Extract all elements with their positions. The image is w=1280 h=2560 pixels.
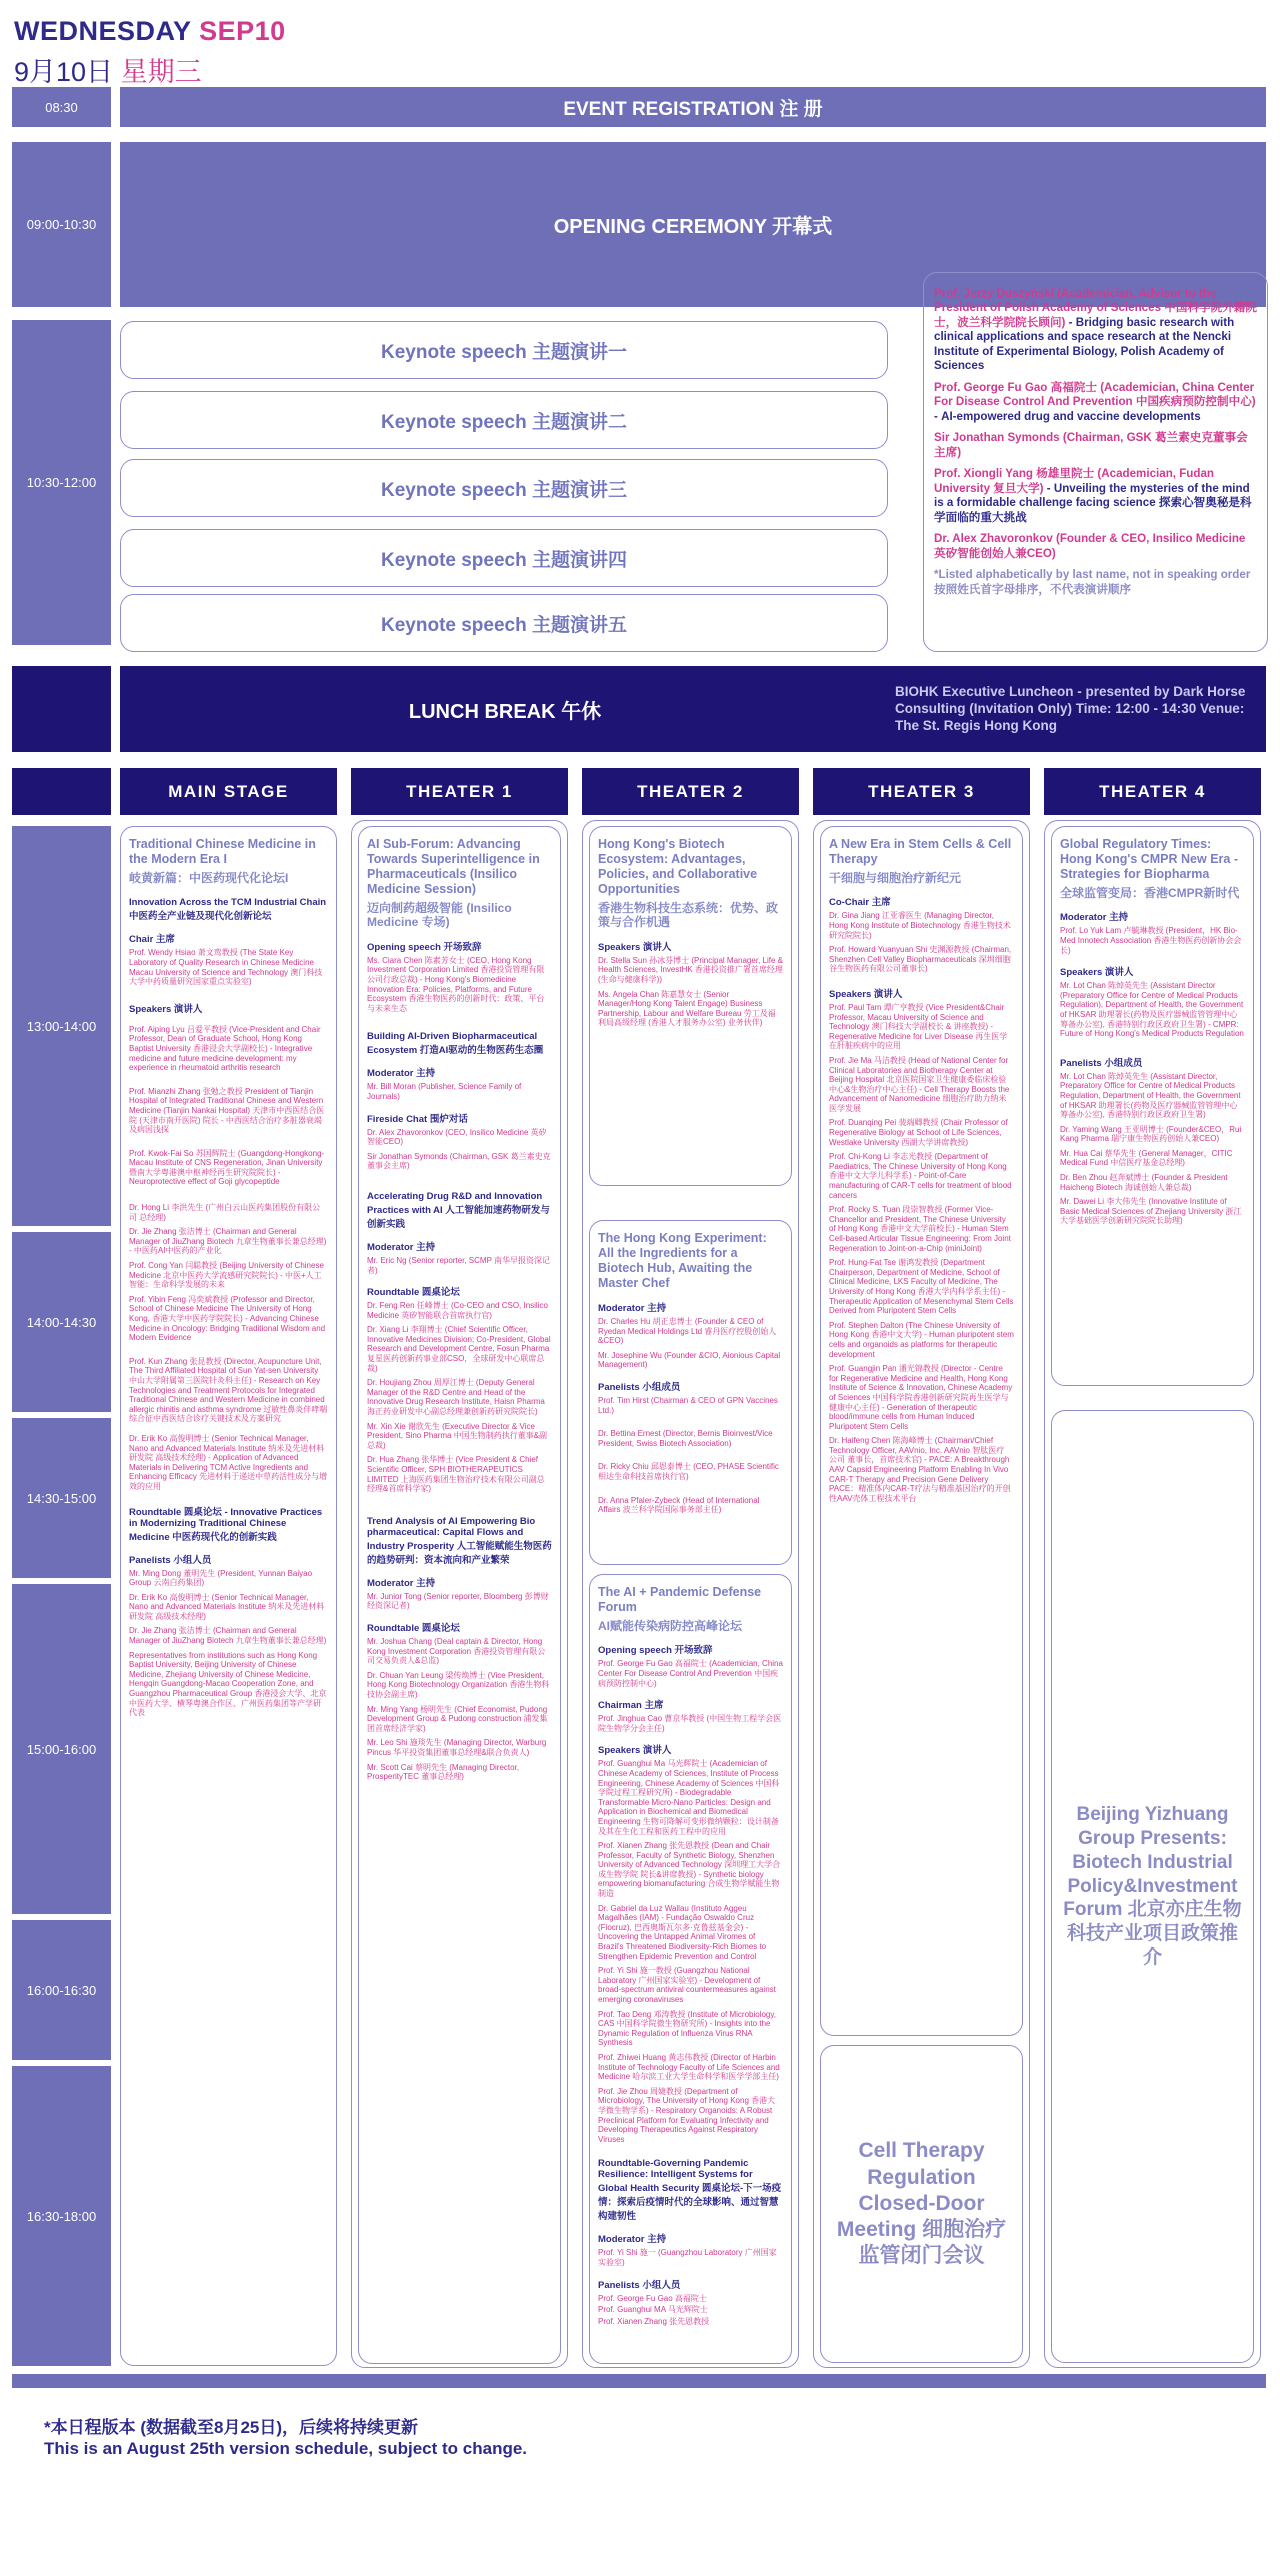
panelist-item: Dr. Jie Zhang 张洁博士 (Chairman and General Manager of JiuZhang Biotech 九章生物董事长兼总经理) [129,1626,327,1646]
keynote-5: Keynote speech 主题演讲五 [120,594,888,652]
section-label: Moderator 主持 [367,1577,436,1589]
keynote-speaker: Dr. Alex Zhavoronkov (Founder & CEO, Insilico Medicine 英矽智能创始人兼CEO) [934,532,1246,560]
speaker-item: Prof. Jie Ma 马洁教授 (Head of National Center for Clinical Laboratories and Biotherapy Center at Beijing Hospital 北京医院国家卫生健康委临床检验中心&生物治疗中心主任) - Cell Therapy Boosts the Advancement of Nanomedicine 细胞治疗助力纳米医学发展 [829,1055,1010,1113]
speaker-item: Prof. Guangjin Pan 潘光锦教授 (Director - Centre for Regenerative Medicine and Health, Hong Kong Institute of Science & Innovation, Chinese Academy of Sciences 中国科学院香港创新研究院再生医学与健康中心主任) - Generation of therapeutic blood/immune cells from Human Induced Pluripotent Stem Cells [829,1364,1013,1431]
speaker-item: Dr. Hong Li 李洪先生 (广州白云山医药集团股份有限公司 总经理) [129,1203,321,1222]
speaker-item: Dr. Jie Zhang 张洁博士 (Chairman and General Manager of JiuZhang Biotech 九章生物董事长兼总经理) - 中医药AI中医药的产业化 [129,1227,327,1256]
lunch-title: LUNCH BREAK 午休 [408,700,602,723]
day-date: SEP10 [199,16,286,46]
panelist-item: Mr. Ming Yang 杨明先生 (Chief Economist, Pudong Development Group & Pudong construction 浦发集团首席经济学家) [367,1704,548,1733]
speaker-item: Sir Jonathan Symonds (Chairman, GSK 葛兰素史克董事会主席) [367,1151,551,1171]
panelist-item: Mr. Xin Xie 谢欣先生 (Executive Director & Vice President, Sino Pharma 中国生物制药执行董事&副总裁) [367,1421,548,1450]
session-title: The Hong Kong Experiment: All the Ingredients for a Biotech Hub, Awaiting the Master Chef [598,1231,767,1290]
session-subtitle: 全球监管变局：香港CMPR新时代 [1060,886,1240,900]
moderator-item: Mr. Junior Tong (Senior reporter, Bloomberg 彭博财经资深记者) [367,1591,549,1611]
theater-2-card-3 [589,1574,792,2364]
speaker-item: Ms. Ciara Chen 陈素芳女士 (CEO, Hong Kong Investment Corporation Limited 香港投资管理有限公司行政总裁) - Hong Kong's Biomedicine Innovation Era: Policies, Platforms, and Future Ecosystem 香港生物医药的创新时代：政策、平台与未来生态 [367,955,545,1013]
section-label: Panelists 小组人员 [129,1554,212,1566]
section-label: Roundtable 圆桌论坛 [367,1622,460,1634]
theater-4-card-2 [1051,1410,1254,2363]
lunch-bar [120,666,1266,752]
theater-2-card-1 [589,826,792,1186]
keynote-speaker: Prof. Xiongli Yang 杨雄里院士 (Academician, Fudan University 复旦大学) - Unveiling the mysteries of the mind is a formidable challenge facing science 探索心智奥秘是科学面临的重大挑战 [934,467,1252,524]
section-label: Chairman 主席 [598,1700,664,1712]
section-label: Panelists 小组成员 [598,1381,681,1393]
session-subtitle: 干细胞与细胞治疗新纪元 [829,871,962,885]
time-slot-lunch [12,666,111,752]
moderator-item: Mr. Eric Ng (Senior reporter, SCMP 南华早报资深记者) [367,1255,550,1275]
theater-header-1: THEATER 1 [351,768,568,815]
footer-note-en: This is an August 25th version schedule, subject to change. [44,2439,528,2458]
day-date-cn: 9月10日 [14,57,114,87]
theater-2-card-2 [589,1220,792,1565]
speaker-item: Prof. Mianzhi Zhang 张勉之教授 President of Tianjin Hospital of Integrated Traditional Chinese and Western Medicine (Tianjin Nankai Hospital) 天津市中西医结合医院 (天津市南开医院) 院长 - 中西医结合治疗多脏器衰竭及病因浅探 [129,1086,325,1135]
speaker-item: Prof. Jie Zhou 周婕教授 (Department of Microbiology, The University of Hong Kong 香港大学微生物学系) - Respiratory Organoids: A Robust Preclinical Platform for Evaluating Infectivity and Developing Therapeutics Against Respiratory Viruses [598,2086,776,2144]
speaker-item: Prof. Yi Shi 施一教授 (Guangzhou National Laboratory 广州国家实验室) - Development of broad-spectrum antiviral countermeasures against emerging coronaviruses [598,1966,776,2005]
speaker-item: Dr. Alex Zhavoronkov (CEO, Insilico Medicine 英矽智能CEO) [367,1127,547,1147]
speaker-item: Prof. Duanqing Pei 裴端卿教授 (Chair Professor of Regenerative Biology at School of Life Sciences, Westlake University 西湖大学讲席教授) [829,1118,1008,1147]
panelist-item: Prof. Guanghui MA 马光辉院士 [598,2305,708,2315]
section-label: Moderator 主持 [598,2234,667,2246]
session-section: Trend Analysis of AI Empowering Bio pharmaceutical: Capital Flows and Industry Prosperity 人工智能赋能生物医药的趋势研判：资本流向和产业繁荣 [367,1515,552,1566]
speaker-item: Prof. Zhiwei Huang 黄志伟教授 (Director of Harbin Institute of Technology Faculty of Life Sciences and Medicine 哈尔滨工业大学生命科学和医学学部主任) [598,2052,780,2082]
roundtable-title: Roundtable-Governing Pandemic Resilience: Intelligent Systems for Global Health Security 圆桌论坛-下一场疫情：探索后疫情时代的全球影响、通过智慧构建韧性 [598,2158,782,2223]
speaker-item: Prof. Cong Yan 闫聪教授 (Beijing University of Chinese Medicine 北京中医药大学流感研究院院长) - 中医+人工智能：生命科学发展的未来 [129,1261,324,1290]
moderator-item: Dr. Charles Hu 胡正忠博士 (Founder & CEO of Ryedan Medical Holdings Ltd 睿丹医疗控股创始人&CEO) [598,1317,777,1346]
session-title: A New Era in Stem Cells & Cell Therapy [829,837,1012,866]
session-subtitle: 香港生物科技生态系统：优势、政策与合作机遇 [598,901,779,930]
session-subtitle: 迈向制药超级智能 (Insilico Medicine 专场) [367,901,512,930]
keynote-speaker: Sir Jonathan Symonds (Chairman, GSK 葛兰素史克董事会主席) [934,431,1248,459]
panelist-item: Dr. Yaming Wang 王亚明博士 (Founder&CEO，Rui Kang Pharma 瑞宁康生物医药创始人兼CEO) [1060,1124,1242,1144]
session-section: Accelerating Drug R&D and Innovation Practices with AI 人工智能加速药物研发与创新实践 [367,1190,550,1230]
theater-header-4: THEATER 4 [1044,768,1261,815]
panelist-item: Dr. Erik Ko 高俊明博士 (Senior Technical Manager, Nano and Advanced Materials Institute 纳米及先进材料研发院 高级技术经理) [129,1592,325,1621]
theater-4-card-1 [1051,826,1254,1386]
panelist-item: Dr. Hua Zhang 张华博士 (Vice President & Chief Scientific Officer, SPH BIOTHERAPEUTICS LIMITED 上海医药集团生物治疗技术有限公司副总经理&首席科学家) [367,1455,545,1494]
main-stage-card [120,826,337,2366]
speaker-item: Ms. Angela Chan 陈嘉慧女士 (Senior Manager/Hong Kong Talent Engage) Business Partnership, Labour and Welfare Bureau 劳工及福利局高级经理 (香港人才服务办公室) 业务伙伴) [598,989,776,1028]
time-slot: 10:30-12:00 [12,320,111,645]
speaker-item: Dr. Haifeng Chen 陈海峰博士 (Chairman/Chief Technology Officer, AAVnio, Inc. AAVnio 智肽医疗 公司 董事长，首席技术官) - PACE: A Breakthrough AAV Capsid Engineering Platform Enabling In Vivo CAR-T Therapy and Precision Gene Delivery PACE：精准体内CAR-T疗法与精准基因治疗的开创性AAV壳体工程技术平台 [829,1436,1011,1503]
moderator-item: Mr. Josephine Wu (Founder &CIO, Aionious Capital Management) [598,1350,781,1370]
day-title [14,16,286,47]
session-title: Hong Kong's Biotech Ecosystem: Advantages, Policies, and Collaborative Opportunities [598,837,758,896]
speaker-item: Prof. Tao Deng 邓涛教授 (Institute of Microbiology, CAS 中国科学院微生物研究所) - Insights into the Dynamic Regulation of Influenza Virus RNA Synthesis [598,2009,776,2048]
moderator-item: Mr. Bill Moran (Publisher, Science Family of Journals) [367,1082,522,1101]
keynote-2: Keynote speech 主题演讲二 [120,391,888,449]
session-section: Innovation Across the TCM Industrial Chain 中医药全产业链及现代化创新论坛 [129,897,327,923]
speaker-item: Prof. Xianen Zhang 张先恩教授 (Dean and Chair Professor, Faculty of Synthetic Biology, Shenzhen University of Advanced Technology 深圳理工大学合成生物学院 院长&讲席教授) - Synthetic biology empowering biomanufacturing 合成生物学赋能生物制造 [598,1841,781,1899]
section-label: Speakers 演讲人 [598,1745,672,1757]
time-slot: 09:00-10:30 [12,142,111,307]
moderator-item: Prof. Lo Yuk Lam 卢毓琳教授 (President，HK Bio-Med Innotech Association 香港生物医药创新协会会长) [1060,926,1242,955]
speaker-item: Dr. Gina Jiang 江亚睿医生 (Managing Director, Hong Kong Institute of Biotechnology 香港生物技术研究院院长) [829,911,1011,940]
time-slot: 14:00-14:30 [12,1232,111,1412]
panelist-item: Mr. Hua Cai 蔡华先生 (General Manager，CITIC Medical Fund 中信医疗基金总经理) [1060,1148,1233,1168]
section-label: Speakers 演讲人 [129,1003,203,1015]
speaker-item: Prof. Paul Tam 谭广亨教授 (Vice President&Chair Professor, Macau University of Science and Technology 澳门科技大学副校长 & 讲座教授) - Regenerative Medicine for Liver Disease 再生医学在肝脏疾病中的应用 [829,1002,1008,1051]
panelist-item: Dr. Ben Zhou 赵奔斌博士 (Founder & President Haicheng Biotech 海诚创始人兼总裁) [1060,1173,1228,1192]
beijing-forum: Beijing Yizhuang Group Presents: Biotech Industrial Policy&Investment Forum 北京亦庄生物科技产业项目政策推介 [1063,1804,1242,1968]
time-slot: 14:30-15:00 [12,1418,111,1578]
panelist-item: Prof. Tim Hirst (Chairman & CEO of GPN Vaccines Ltd.) [598,1395,778,1415]
speaker-item: Prof. Kwok-Fai So 苏国辉院士 (Guangdong-Hongkong-Macau Institute of CNS Regeneration, Jinan University 暨南大学粤港澳中枢神经再生研究院院长) - Neuroprotective effect of Goji glycopeptide [129,1148,325,1187]
panelist-item: Dr. Houjiang Zhou 周厚江博士 (Deputy General Manager of the R&D Centre and Head of the Innovative Drug Research Institute, Haisn Pharma 海正药业研发中心副总经理兼创新药研究院院长) [367,1378,545,1417]
footer-bar [12,2374,1266,2388]
day-name: WEDNESDAY [14,16,192,46]
closed-door-meeting: Cell Therapy Regulation Closed-Door Meeting 细胞治疗监管闭门会议 [836,2139,1007,2268]
speaker-item: Prof. Kun Zhang 张昆教授 (Director, Acupuncture Unit, The Third Affiliated Hospital of Sun Yat-sen University 中山大学附属第三医院针灸科主任) - Research on Key Technologies and Treatment Protocols for Integrated Traditional Chinese and Western Medicine in combined allergic rhinitis and asthma syndrome 过敏性鼻炎伴哮喘综合征中西医结合诊疗关键技术及方案研究 [129,1356,328,1424]
section-label: Roundtable 圆桌论坛 [367,1287,460,1299]
speaker-item: Prof. Hung-Fat Tse 谢鸿发教授 (Department Chairperson, Department of Medicine, School of Clinical Medicine, LKS Faculty of Medicine, The University of Hong Kong 香港大学内科学系主任) - Therapeutic Application of Mesenchymal Stem Cells Derived from Pluripotent Stem Cells [829,1258,1014,1316]
time-slot: 13:00-14:00 [12,826,111,1226]
speaker-item: Dr. Erik Ko 高俊明博士 (Senior Technical Manager, Nano and Advanced Materials Institute 纳米及先进材料研发院 高级技术经理) - Application of Advanced Materials in Delivering TCM Active Ingredients and Enhancing Efficacy 先进材料于递送中草药活性成分与增效的应用 [129,1433,328,1491]
keynote-3: Keynote speech 主题演讲三 [120,459,888,517]
day-title-cn [14,50,202,89]
panelist-item: Dr. Ricky Chiu 邱恩泰博士 (CEO, PHASE Scientific 相达生命科技首席执行官) [598,1462,779,1481]
panelist-item: Representatives from institutions such as Hong Kong Baptist University, Beijing University of Chinese Medicine, Zhejiang University of Chinese Medicine, Hengqin Guangdong-Macao Cooperation Zone, and Guangzhou Pharmaceutical Group 香港浸会大学、北京中医药大学、横琴粤澳合作区、广州医药集团等产学研代表 [129,1650,327,1718]
panelist-item: Dr. Bettina Ernest (Director, Bernis Bioinvest/Vice President, Swiss Biotech Association) [598,1429,773,1448]
speaker-item: Prof. Stephen Dalton (The Chinese University of Hong Kong 香港中文大学) - Human pluripotent stem cells and organoids as platforms for therapeutic development [829,1320,1014,1359]
section-label: Fireside Chat 围炉对话 [367,1113,468,1125]
keynote-1: Keynote speech 主题演讲一 [120,321,888,379]
section-label: Speakers 演讲人 [598,941,672,953]
session-title: Traditional Chinese Medicine in the Modern Era I [129,837,316,866]
panelist-item: Prof. George Fu Gao 高福院士 [598,2293,707,2303]
time-slot: 08:30 [12,87,111,127]
panelist-item: Dr. Anna Pfaler-Zybeck (Head of International Affairs 波兰科学院国际事务部主任) [598,1495,760,1515]
session-title: AI Sub-Forum: Advancing Towards Superintelligence in Pharmaceuticals (Insilico Medicine Session) [367,837,540,896]
section-label: Opening speech 开场致辞 [598,1645,713,1657]
panelist-item: Dr. Xiang Li 李翔博士 (Chief Scientific Officer, Innovative Medicines Division; Co-President, Global Research and Development Centre, Fosun Pharma 复星医药创新药事业部CSO，全球研发中心联席总裁) [367,1325,551,1373]
theater-header-2: THEATER 2 [582,768,799,815]
panelist-item: Mr. Dawei Li 李大伟先生 (Innovative Institute of Basic Medical Sciences of Zhejiang University 浙江大学基础医学创新研究院院长助理) [1060,1197,1242,1226]
session-subtitle: AI赋能传染病防控高峰论坛 [598,1619,743,1633]
section-label: Moderator 主持 [367,1241,436,1253]
roundtable-title: Roundtable 圆桌论坛 - Innovative Practices in Modernizing Traditional Chinese Medicine 中医药现代化的创新实践 [129,1506,323,1543]
speaker-item: Prof. Wendy Hsiao 萧文鸾教授 (The State Key Laboratory of Quality Research in Chinese Medicine Macau University of Science and Technology 澳门科技大学中药质量研究国家重点实验室) [129,948,323,987]
speaker-item: Prof. Jinghua Cao 曹京华教授 (中国生物工程学会医院生物学分会主任) [598,1714,782,1733]
theater-header-3: THEATER 3 [813,768,1030,815]
speaker-item: Prof. Howard Yuanyuan Shi 史渊源教授 (Chairman, Shenzhen Cell Valley Biopharmaceuticals 深圳细胞谷生物医药有限公司董事长) [829,945,1012,974]
section-label: Speakers 演讲人 [829,988,903,1000]
footer-note-cn: *本日程版本 (数据截至8月25日)，后续将持续更新 [44,2418,419,2437]
session-subtitle: 岐黄新篇：中医药现代化论坛I [129,871,289,885]
speaker-item: Dr. Gabriel da Luz Wallau (Instituto Aggeu Magalhães (IAM) - Fundação Oswaldo Cruz (Fiocruz), 巴西奥斯瓦尔多·克鲁兹基金会) - Uncovering the Untapped Animal Viromes of Brazil's Threatened Biodiversity-Rich Biomes to Strengthen Epidemic Prevention and Control [598,1903,767,1961]
panelist-item: Mr. Scott Cai 蔡明先生 (Managing Director, ProsperityTEC 董事总经理) [367,1762,520,1782]
registration-bar: EVENT REGISTRATION 注 册 [120,87,1266,127]
speaker-item: Prof. George Fu Gao 高福院士 (Academician, China Center For Disease Control And Prevention 中国疾病预防控制中心) [598,1659,783,1688]
time-slot: 16:00-16:30 [12,1920,111,2060]
time-slot: 16:30-18:00 [12,2066,111,2366]
opening-ceremony-bar: OPENING CEREMONY 开幕式 [120,142,1266,307]
panelist-item: Mr. Leo Shi 施琰先生 (Managing Director, Warburg Pincus 华平投资集团董事总经理&联合负责人) [367,1738,547,1757]
session-section: Building AI-Driven Biopharmaceutical Ecosystem 打造AI驱动的生物医药生态圈 [367,1031,544,1057]
section-label: Speakers 演讲人 [1060,967,1134,979]
time-slot-header [12,768,111,815]
keynote-speaker: Prof. Jerzy Duszyński (Academician, Advisor to the President of Polish Academy of Sciences 中国科学院外籍院士，波兰科学院院长顾问) - Bridging basic research with clinical applications and space research at the Nencki Institute of Experimental Biology, Polish Academy of Sciences [934,287,1257,373]
moderator-item: Prof. Yi Shi 施一 (Guangzhou Laboratory 广州国家实验室) [598,2248,777,2267]
keynote-4: Keynote speech 主题演讲四 [120,529,888,587]
session-title: The AI + Pandemic Defense Forum [598,1585,762,1614]
section-label: Co-Chair 主席 [829,897,891,909]
section-label: Panelists 小组人员 [598,2279,681,2291]
section-label: Panelists 小组成员 [1060,1057,1143,1069]
day-name-cn: 星期三 [120,57,202,87]
time-slot: 15:00-16:00 [12,1584,111,1914]
session-title: Global Regulatory Times: Hong Kong's CMPR New Era - Strategies for Biopharma [1060,837,1238,881]
keynote-speaker: Prof. George Fu Gao 高福院士 (Academician, China Center For Disease Control And Prevention 中国疾病预防控制中心) - AI-empowered drug and vaccine developments [934,380,1256,423]
panelist-item: Mr. Ming Dong 董明先生 (President, Yunnan Baiyao Group 云南白药集团) [129,1568,313,1588]
panelist-item: Mr. Lot Chan 陈焯英先生 (Assistant Director, Preparatory Office for Centre of Medical Products Regulation, Department of Health, the Government of HKSAR 助理署长(药物及医疗器械监管管理中心筹备办公室), 香港特别行政区政府卫生署) [1060,1071,1241,1120]
panelist-item: Prof. Xianen Zhang 张先恩教授 [598,2316,710,2326]
speaker-item: Prof. Guanghui Ma 马光辉院士 (Academician of Chinese Academy of Sciences, Institute of Process Engineering, Chinese Academy of Sciences 中国科学院过程工程研究所) - Biodegradable Transformable Micro-Nano Particles: Design and Application in Biochemical and Biomedical Engineering 生物可降解可变形微纳颗粒：设计制备及其在生化工程和医药工程中的应用 [598,1759,780,1836]
section-label: Moderator 主持 [598,1303,667,1314]
speaker-item: Prof. Chi-Kong Li 李志光教授 (Department of Paediatrics, The Chinese University of Hong Kong 香港中文大学儿科学系) - Point-of-Care manufacturing of CAR-T cells for treatment of blood cancers [829,1152,1012,1200]
theater-3-card-2 [820,2045,1023,2363]
speaker-item: Prof. Yibin Feng 冯奕斌教授 (Professor and Director, School of Chinese Medicine The University of Hong Kong, 香港大学中医药学院院长) - Advancing Chinese Medicine in Oncology: Bridging Traditional Wisdom and Modern Evidence [129,1294,326,1343]
panelist-item: Mr. Joshua Chang (Deal captain & Director, Hong Kong Investment Corporation 香港投资管理有限公司交易负责人&总监) [367,1636,546,1666]
speaker-item: Mr. Lot Chan 陈焯英先生 (Assistant Director (Preparatory Office for Centre of Medical Products Regulation), Department of Health, the Government of HKSAR 助理署长(药物及医疗器械监管管理中心筹备办公室), 香港特别行政区政府卫生署) - CMPR: Future of Hong Kong's Medical Products Regulation [1060,981,1244,1039]
panelist-item: Dr. Chuan Yan Leung 梁传焕博士 (Vice President, Hong Kong Biotechnology Organization 香港生物科技协会副主席) [367,1670,550,1699]
keynote-note: *Listed alphabetically by last name, not in speaking order 按照姓氏首字母排序，不代表演讲顺序 [934,568,1251,596]
theater-3-card-1 [820,826,1023,2036]
speaker-item: Prof. Rocky S. Tuan 段崇智教授 (Former Vice-Chancellor and President, The Chinese University of Hong Kong 香港中文大学前校长) - Human Stem Cell-based Articular Tissue Engineering: From Joint Regeneration to Joint-on-a-Chip (miniJoint) [829,1205,1011,1253]
keynote-speakers-box [923,272,1268,652]
lunch-note: BIOHK Executive Luncheon - presented by Dark Horse Consulting (Invitation Only) Time: 12:00 - 14:30 Venue: The St. Regis Hong Kong [895,684,1246,733]
theater-1-card [358,826,561,2364]
panelist-item: Dr. Feng Ren 任峰博士 (Co-CEO and CSO, Insilico Medicine 英矽智能联合首席执行官) [367,1301,548,1320]
theater-header-main: MAIN STAGE [120,768,337,815]
speaker-item: Dr. Stella Sun 孙冰芬博士 (Principal Manager, Life & Health Sciences, InvestHK 香港投资推广署首席经理 (生命与健康科学)) [598,955,783,984]
section-label: Moderator 主持 [367,1068,436,1080]
section-label: Opening speech 开场致辞 [367,941,482,953]
section-label: Moderator 主持 [1060,912,1129,924]
section-label: Chair 主席 [129,934,175,946]
speaker-item: Prof. Aiping Lyu 吕爱平教授 (Vice-President and Chair Professor, Dean of Graduate School, Hong Kong Baptist University 香港浸会大学副校长) - Integrative medicine and future medicine development: my experience in rheumatoid arthritis research [129,1024,321,1073]
